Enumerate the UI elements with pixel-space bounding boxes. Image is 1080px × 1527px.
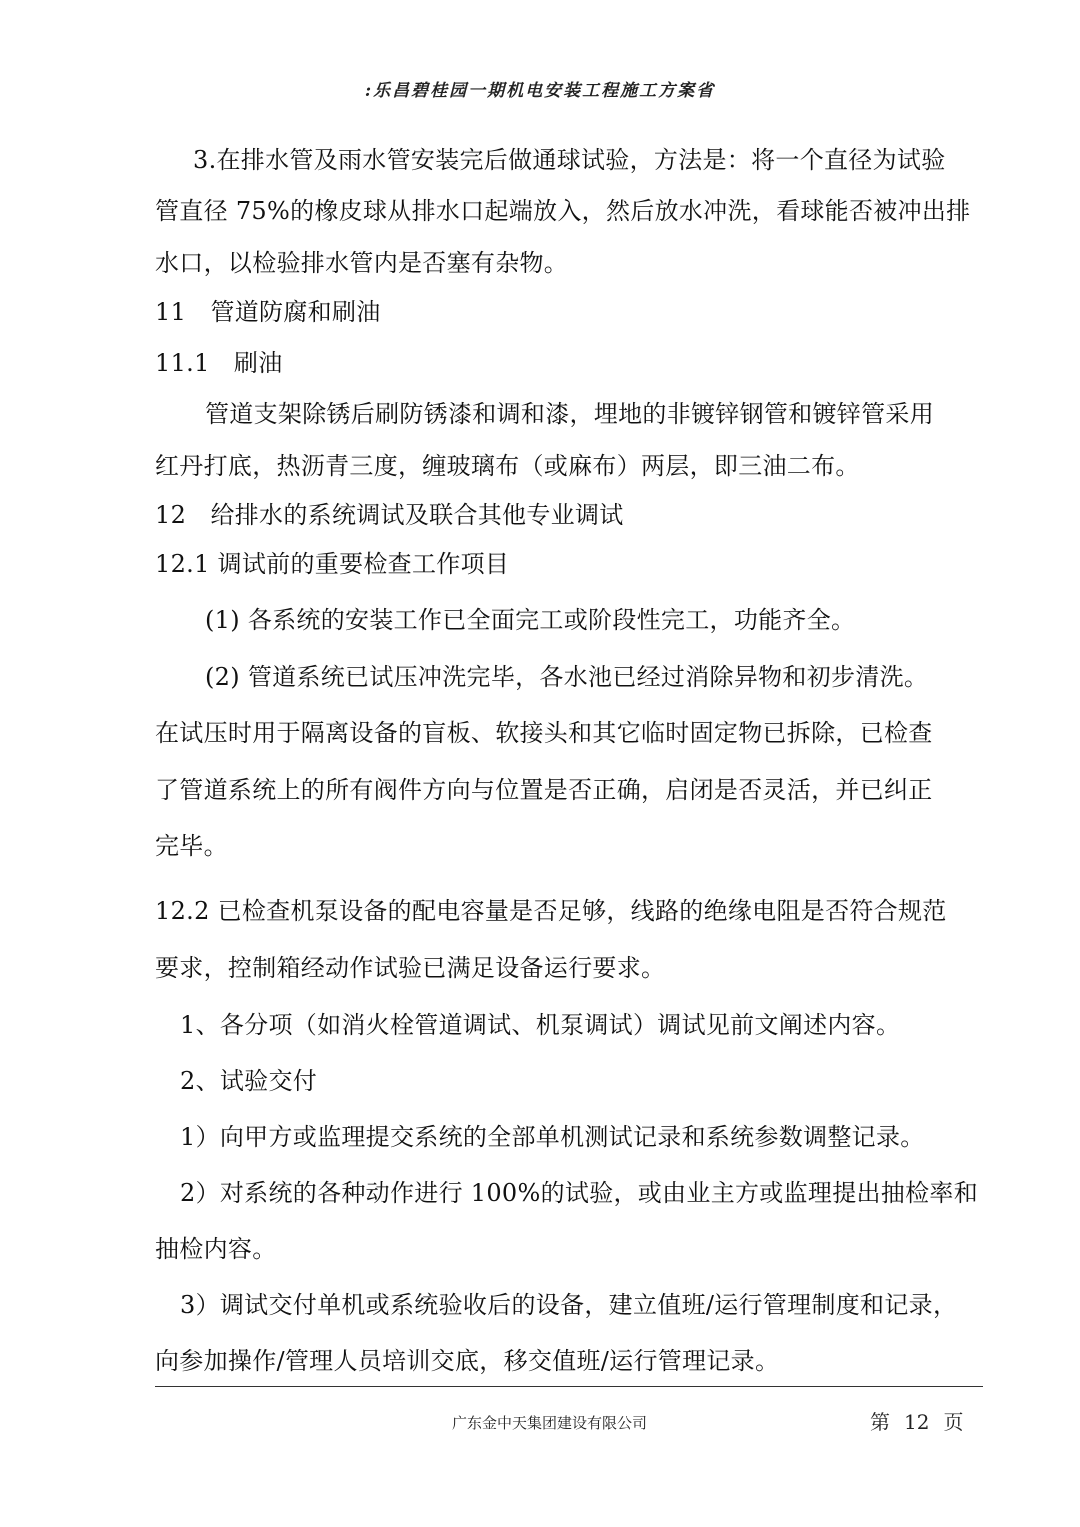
list-item-cn-1: 1、各分项（如消火栓管道调试、机泵调试）调试见前文阐述内容。 — [180, 1011, 901, 1039]
footer-company-name: 广东金中天集团建设有限公司 — [452, 1414, 648, 1432]
list-item-2: (2) 管道系统已试压冲洗完毕，各水池已经过消除异物和初步清洗。 — [205, 663, 929, 691]
body-line-12: 在试压时用于隔离设备的盲板、软接头和其它临时固定物已拆除，已检查 — [155, 719, 933, 747]
page-number: 12 — [904, 1410, 930, 1434]
body-line-14: 完毕。 — [155, 832, 228, 860]
body-line-16: 要求，控制箱经动作试验已满足设备运行要求。 — [155, 954, 666, 982]
body-line-3: 水口，以检验排水管内是否塞有杂物。 — [155, 249, 569, 277]
list-item-1: (1) 各系统的安装工作已全面完工或阶段性完工，功能齐全。 — [205, 606, 856, 634]
body-line-13: 了管道系统上的所有阀件方向与位置是否正确，启闭是否灵活，并已纠正 — [155, 776, 933, 804]
body-line-7: 红丹打底，热沥青三度，缠玻璃布（或麻布）两层，即三油二布。 — [155, 452, 860, 480]
body-line-1: 3.在排水管及雨水管安装完后做通球试验，方法是：将一个直径为试验 — [193, 146, 946, 174]
document-header: :乐昌碧桂园一期机电安装工程施工方案省 — [364, 81, 716, 101]
page-number-label — [870, 1408, 963, 1436]
body-line-6: 管道支架除锈后刷防锈漆和调和漆，埋地的非镀锌钢管和镀锌管采用 — [205, 400, 934, 428]
list-item-paren-1: 1）向甲方或监理提交系统的全部单机测试记录和系统参数调整记录。 — [180, 1123, 925, 1151]
section-heading-11-1: 11.1 刷油 — [155, 349, 283, 377]
page-prefix: 第 — [870, 1410, 890, 1434]
list-item-paren-2: 2）对系统的各种动作进行 100%的试验，或由业主方或监理提出抽检率和 — [180, 1179, 979, 1207]
section-heading-11: 11 管道防腐和刷油 — [155, 298, 381, 326]
body-line-21: 抽检内容。 — [155, 1235, 277, 1263]
section-heading-12: 12 给排水的系统调试及联合其他专业调试 — [155, 501, 624, 529]
body-line-2: 管直径 75%的橡皮球从排水口起端放入，然后放水冲洗，看球能否被冲出排 — [155, 197, 971, 225]
page-suffix: 页 — [943, 1410, 964, 1434]
list-item-cn-2: 2、试验交付 — [180, 1067, 318, 1095]
list-item-paren-3: 3）调试交付单机或系统验收后的设备，建立值班/运行管理制度和记录， — [180, 1291, 958, 1319]
footer-divider — [155, 1386, 983, 1387]
section-heading-12-1: 12.1 调试前的重要检查工作项目 — [155, 550, 510, 578]
section-heading-12-2: 12.2 已检查机泵设备的配电容量是否足够，线路的绝缘电阻是否符合规范 — [155, 897, 947, 925]
body-line-23: 向参加操作/管理人员培训交底，移交值班/运行管理记录。 — [155, 1347, 780, 1375]
